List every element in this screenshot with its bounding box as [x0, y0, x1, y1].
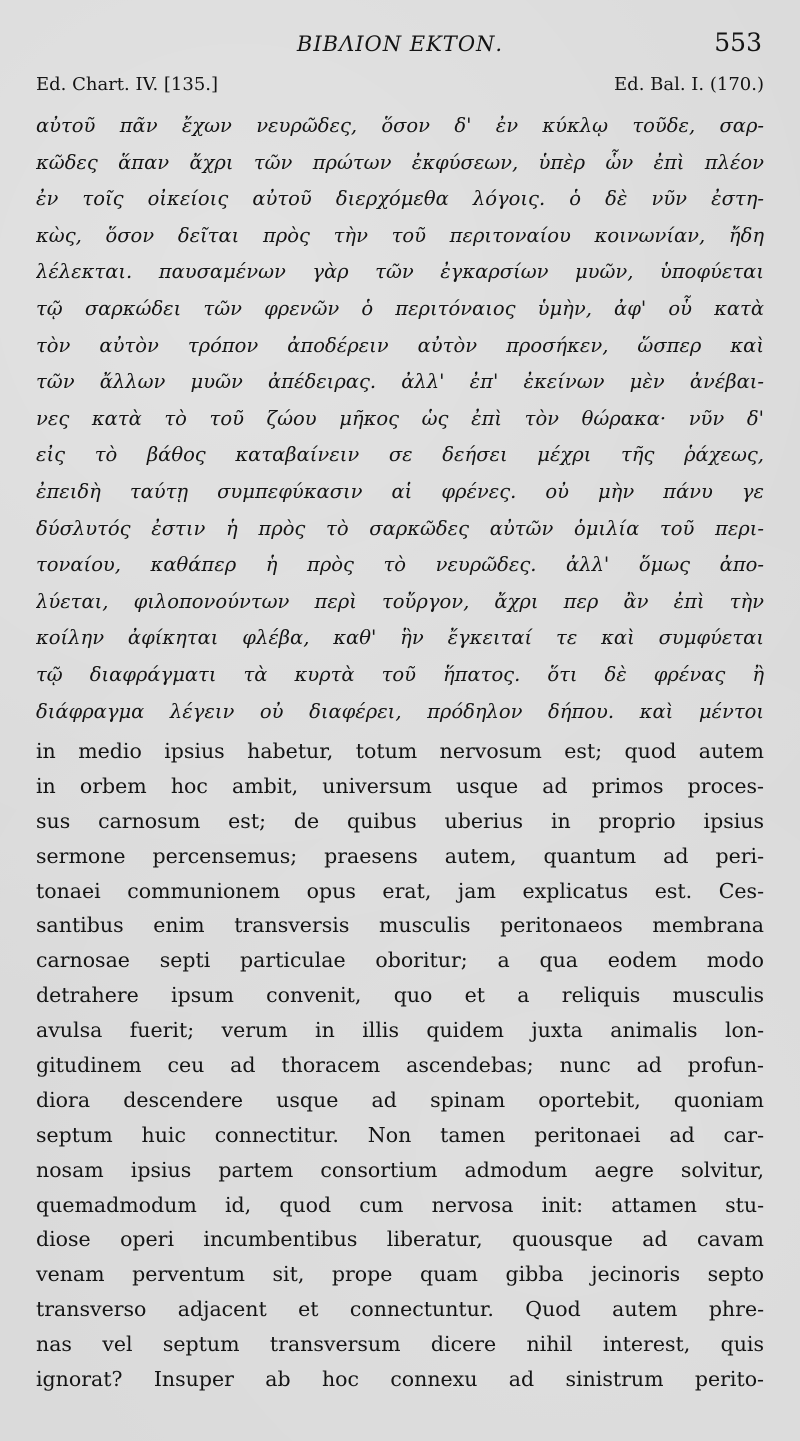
greek-text-line: αὐτοῦ πᾶν ἔχων νευρῶδες, ὅσον δ' ἐν κύκλῳ τοῦδε, σαρ-	[36, 114, 764, 137]
greek-text-line: δύσλυτός ἐστιν ἡ πρὸς τὸ σαρκῶδες αὐτῶν ὁμιλία τοῦ περι-	[36, 516, 764, 540]
greek-text-line: τῶν ἄλλων μυῶν ἀπέδειρας. ἀλλ' ἐπ' ἐκείνων μὲν ἀνέβαι-	[36, 370, 764, 394]
latin-text-line: ignorat? Insuper ab hoc connexu ad sinistrum perito-	[36, 1367, 764, 1392]
latin-text-line: in orbem hoc ambit, universum usque ad primos proces-	[36, 773, 764, 798]
edition-chart-reference: Ed. Chart. IV. [135.]	[36, 74, 219, 95]
greek-text-line: λύεται, φιλοπονούντων περὶ τοὔργον, ἄχρι περ ἂν ἐπὶ τὴν	[36, 589, 764, 613]
greek-text-line: κὼς, ὅσον δεῖται πρὸς τὴν τοῦ περιτοναίου κοινωνίαν, ἤδη	[36, 223, 764, 247]
latin-text-line: sermone percensemus; praesens autem, quantum ad peri-	[36, 843, 764, 868]
latin-text-line: in medio ipsius habetur, totum nervosum est; quod autem	[36, 739, 764, 763]
latin-text-line: nas vel septum transversum dicere nihil interest, quis	[36, 1332, 764, 1357]
latin-text-line: venam perventum sit, prope quam gibba jecinoris septo	[36, 1262, 764, 1287]
latin-text-line: nosam ipsius partem consortium admodum aegre solvitur,	[36, 1157, 764, 1182]
greek-text-line: τῷ διαφράγματι τὰ κυρτὰ τοῦ ἥπατος. ὅτι δὲ φρένας ἢ	[36, 662, 764, 686]
greek-text-line: λέλεκται. παυσαμένων γὰρ τῶν ἐγκαρσίων μυῶν, ὑποφύεται	[36, 260, 764, 284]
greek-text-line: τοναίου, καθάπερ ἡ πρὸς τὸ νευρῶδες. ἀλλ' ὅμως ἀπο-	[36, 553, 764, 577]
greek-text-line: ἐπειδὴ ταύτῃ συμπεφύκασιν αἱ φρένες. οὐ μὴν πάνυ γε	[36, 479, 764, 503]
latin-text-block	[36, 734, 764, 1397]
latin-text-line: carnosae septi particulae oboritur; a qua eodem modo	[36, 948, 764, 973]
latin-text-line: diose operi incumbentibus liberatur, quousque ad cavam	[36, 1227, 764, 1252]
greek-text-block	[36, 108, 764, 730]
edition-reference-line	[36, 74, 764, 102]
edition-basel-reference: Ed. Bal. I. (170.)	[614, 74, 764, 95]
latin-text-line: gitudinem ceu ad thoracem ascendebas; nunc ad profun-	[36, 1053, 764, 1078]
latin-text-line: diora descendere usque ad spinam oportebit, quoniam	[36, 1087, 764, 1112]
greek-text-line: τὸν αὐτὸν τρόπον ἀποδέρειν αὐτὸν προσήκεν, ὥσπερ καὶ	[36, 333, 764, 357]
greek-text-line: εἰς τὸ βάθος καταβαίνειν σε δεήσει μέχρι τῆς ῥάχεως,	[36, 443, 764, 467]
greek-text-line: νες κατὰ τὸ τοῦ ζώου μῆκος ὡς ἐπὶ τὸν θώρακα· νῦν δ'	[36, 406, 764, 430]
running-head	[0, 28, 800, 64]
greek-text-line: ἐν τοῖς οἰκείοις αὐτοῦ διερχόμεθα λόγοις. ὁ δὲ νῦν ἐστη-	[36, 187, 764, 211]
page-number: 553	[714, 28, 762, 57]
latin-text-line: transverso adjacent et connectuntur. Quod autem phre-	[36, 1297, 764, 1322]
latin-text-line: sus carnosum est; de quibus uberius in proprio ipsius	[36, 808, 764, 833]
greek-text-line: κῶδες ἅπαν ἄχρι τῶν πρώτων ἐκφύσεων, ὑπὲρ ὧν ἐπὶ πλέον	[36, 150, 764, 174]
greek-text-line: τῷ σαρκώδει τῶν φρενῶν ὁ περιτόναιος ὑμὴν, ἀφ' οὗ κατὰ	[36, 296, 764, 320]
greek-text-line: διάφραγμα λέγειν οὐ διαφέρει, πρόδηλον δήπου. καὶ μέντοι	[36, 699, 764, 723]
latin-text-line: detrahere ipsum convenit, quo et a reliquis musculis	[36, 983, 764, 1008]
greek-text-line: κοίλην ἀφίκηται φλέβα, καθ' ἣν ἔγκειταί τε καὶ συμφύεται	[36, 626, 764, 650]
running-title: ΒΙΒΛΙΟΝ ΕΚΤΟΝ.	[296, 32, 504, 56]
latin-text-line: septum huic connectitur. Non tamen peritonaei ad car-	[36, 1122, 764, 1147]
latin-text-line: santibus enim transversis musculis peritonaeos membrana	[36, 913, 764, 938]
latin-text-line: avulsa fuerit; verum in illis quidem juxta animalis lon-	[36, 1018, 764, 1043]
latin-text-line: tonaei communionem opus erat, jam explicatus est. Ces-	[36, 878, 764, 903]
latin-text-line: quemadmodum id, quod cum nervosa init: attamen stu-	[36, 1192, 764, 1217]
